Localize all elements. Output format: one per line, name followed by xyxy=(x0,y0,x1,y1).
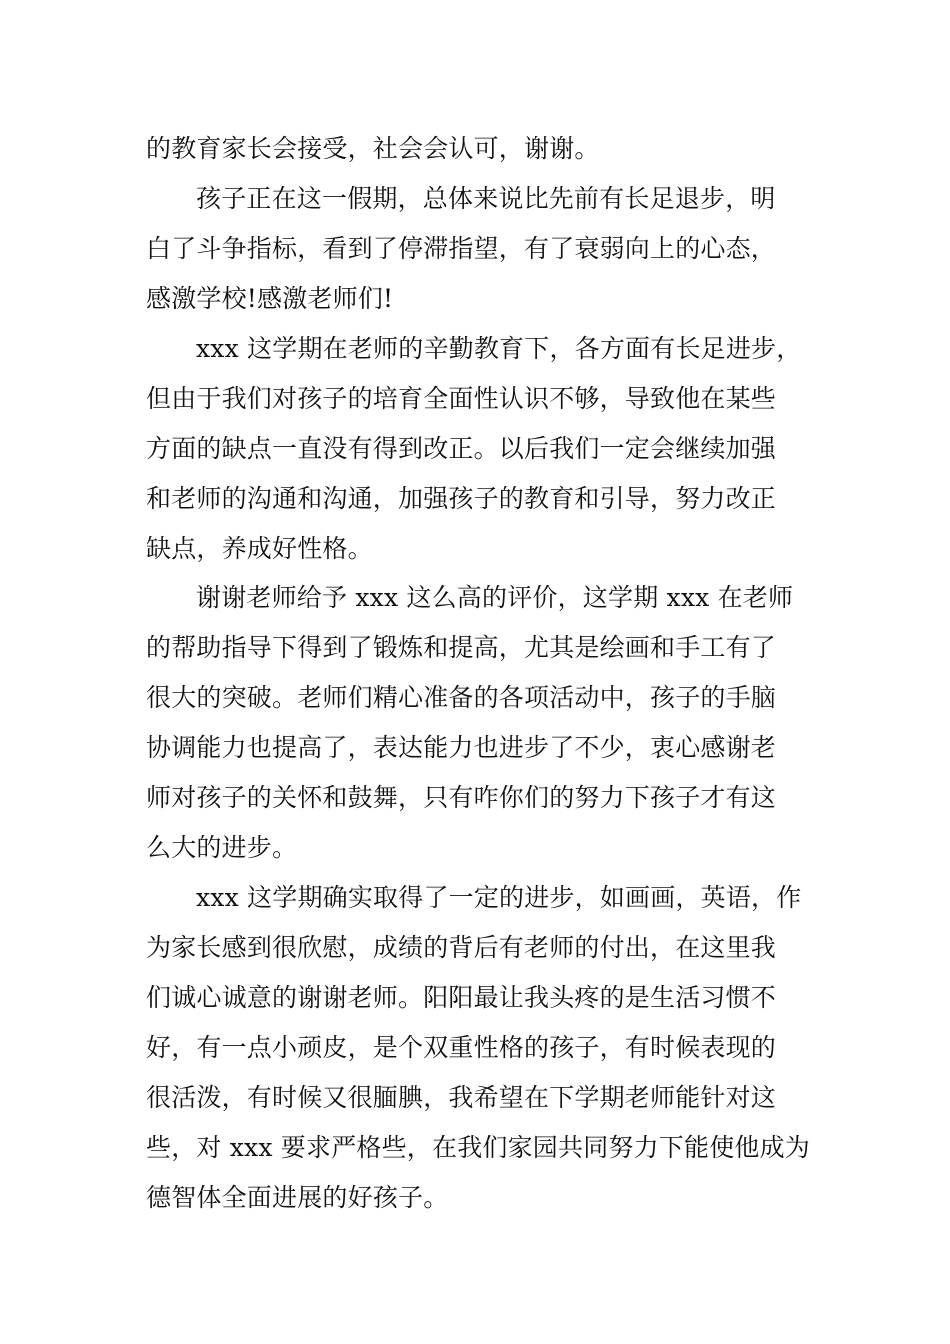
text-line: 但由于我们对孩子的培育全面性认识不够，导致他在某些 xyxy=(146,384,777,413)
text-line: 的帮助指导下得到了锻炼和提高，尤其是绘画和手工有了 xyxy=(146,633,777,662)
text-line: 的教育家长会接受，社会会认可，谢谢。 xyxy=(146,134,600,163)
text-line: 和老师的沟通和沟通，加强孩子的教育和引导，努力改正 xyxy=(146,484,777,513)
text-line: 好，有一点小顽皮，是个双重性格的孩子，有时候表现的 xyxy=(146,1033,777,1062)
text-line: 缺点，养成好性格。 xyxy=(146,534,373,563)
text-line: 师对孩子的关怀和鼓舞，只有咋你们的努力下孩子才有这 xyxy=(146,783,777,812)
text-line: 白了斗争指标，看到了停滞指望，有了衰弱向上的心态， xyxy=(146,234,777,263)
text-line: 很大的突破。老师们精心准备的各项活动中，孩子的手脑 xyxy=(146,683,777,712)
text-line: 感激学校!感激老师们! xyxy=(146,284,394,313)
text-line: 很活泼，有时候又很腼腆，我希望在下学期老师能针对这 xyxy=(146,1083,777,1112)
text-line: 方面的缺点一直没有得到改正。以后我们一定会继续加强 xyxy=(146,434,777,463)
text-line: 为家长感到很欣慰，成绩的背后有老师的付出，在这里我 xyxy=(146,933,777,962)
text-line: 么大的进步。 xyxy=(146,833,298,862)
paragraph-first-line: xxx 这学期在老师的辛勤教育下，各方面有长足进步， xyxy=(196,334,802,363)
paragraph-first-line: 孩子正在这一假期，总体来说比先前有长足退步，明 xyxy=(196,184,776,213)
paragraph-first-line: xxx 这学期确实取得了一定的进步，如画画，英语，作 xyxy=(196,883,802,912)
text-line: 德智体全面进展的好孩子。 xyxy=(146,1183,449,1212)
text-line: 些，对 xxx 要求严格些，在我们家园共同努力下能使他成为 xyxy=(146,1133,810,1162)
paragraph-first-line: 谢谢老师给予 xxx 这么高的评价，这学期 xxx 在老师 xyxy=(196,583,794,612)
text-line: 们诚心诚意的谢谢老师。阳阳最让我头疼的是生活习惯不 xyxy=(146,983,777,1012)
text-line: 协调能力也提高了，表达能力也进步了不少，衷心感谢老 xyxy=(146,733,777,762)
